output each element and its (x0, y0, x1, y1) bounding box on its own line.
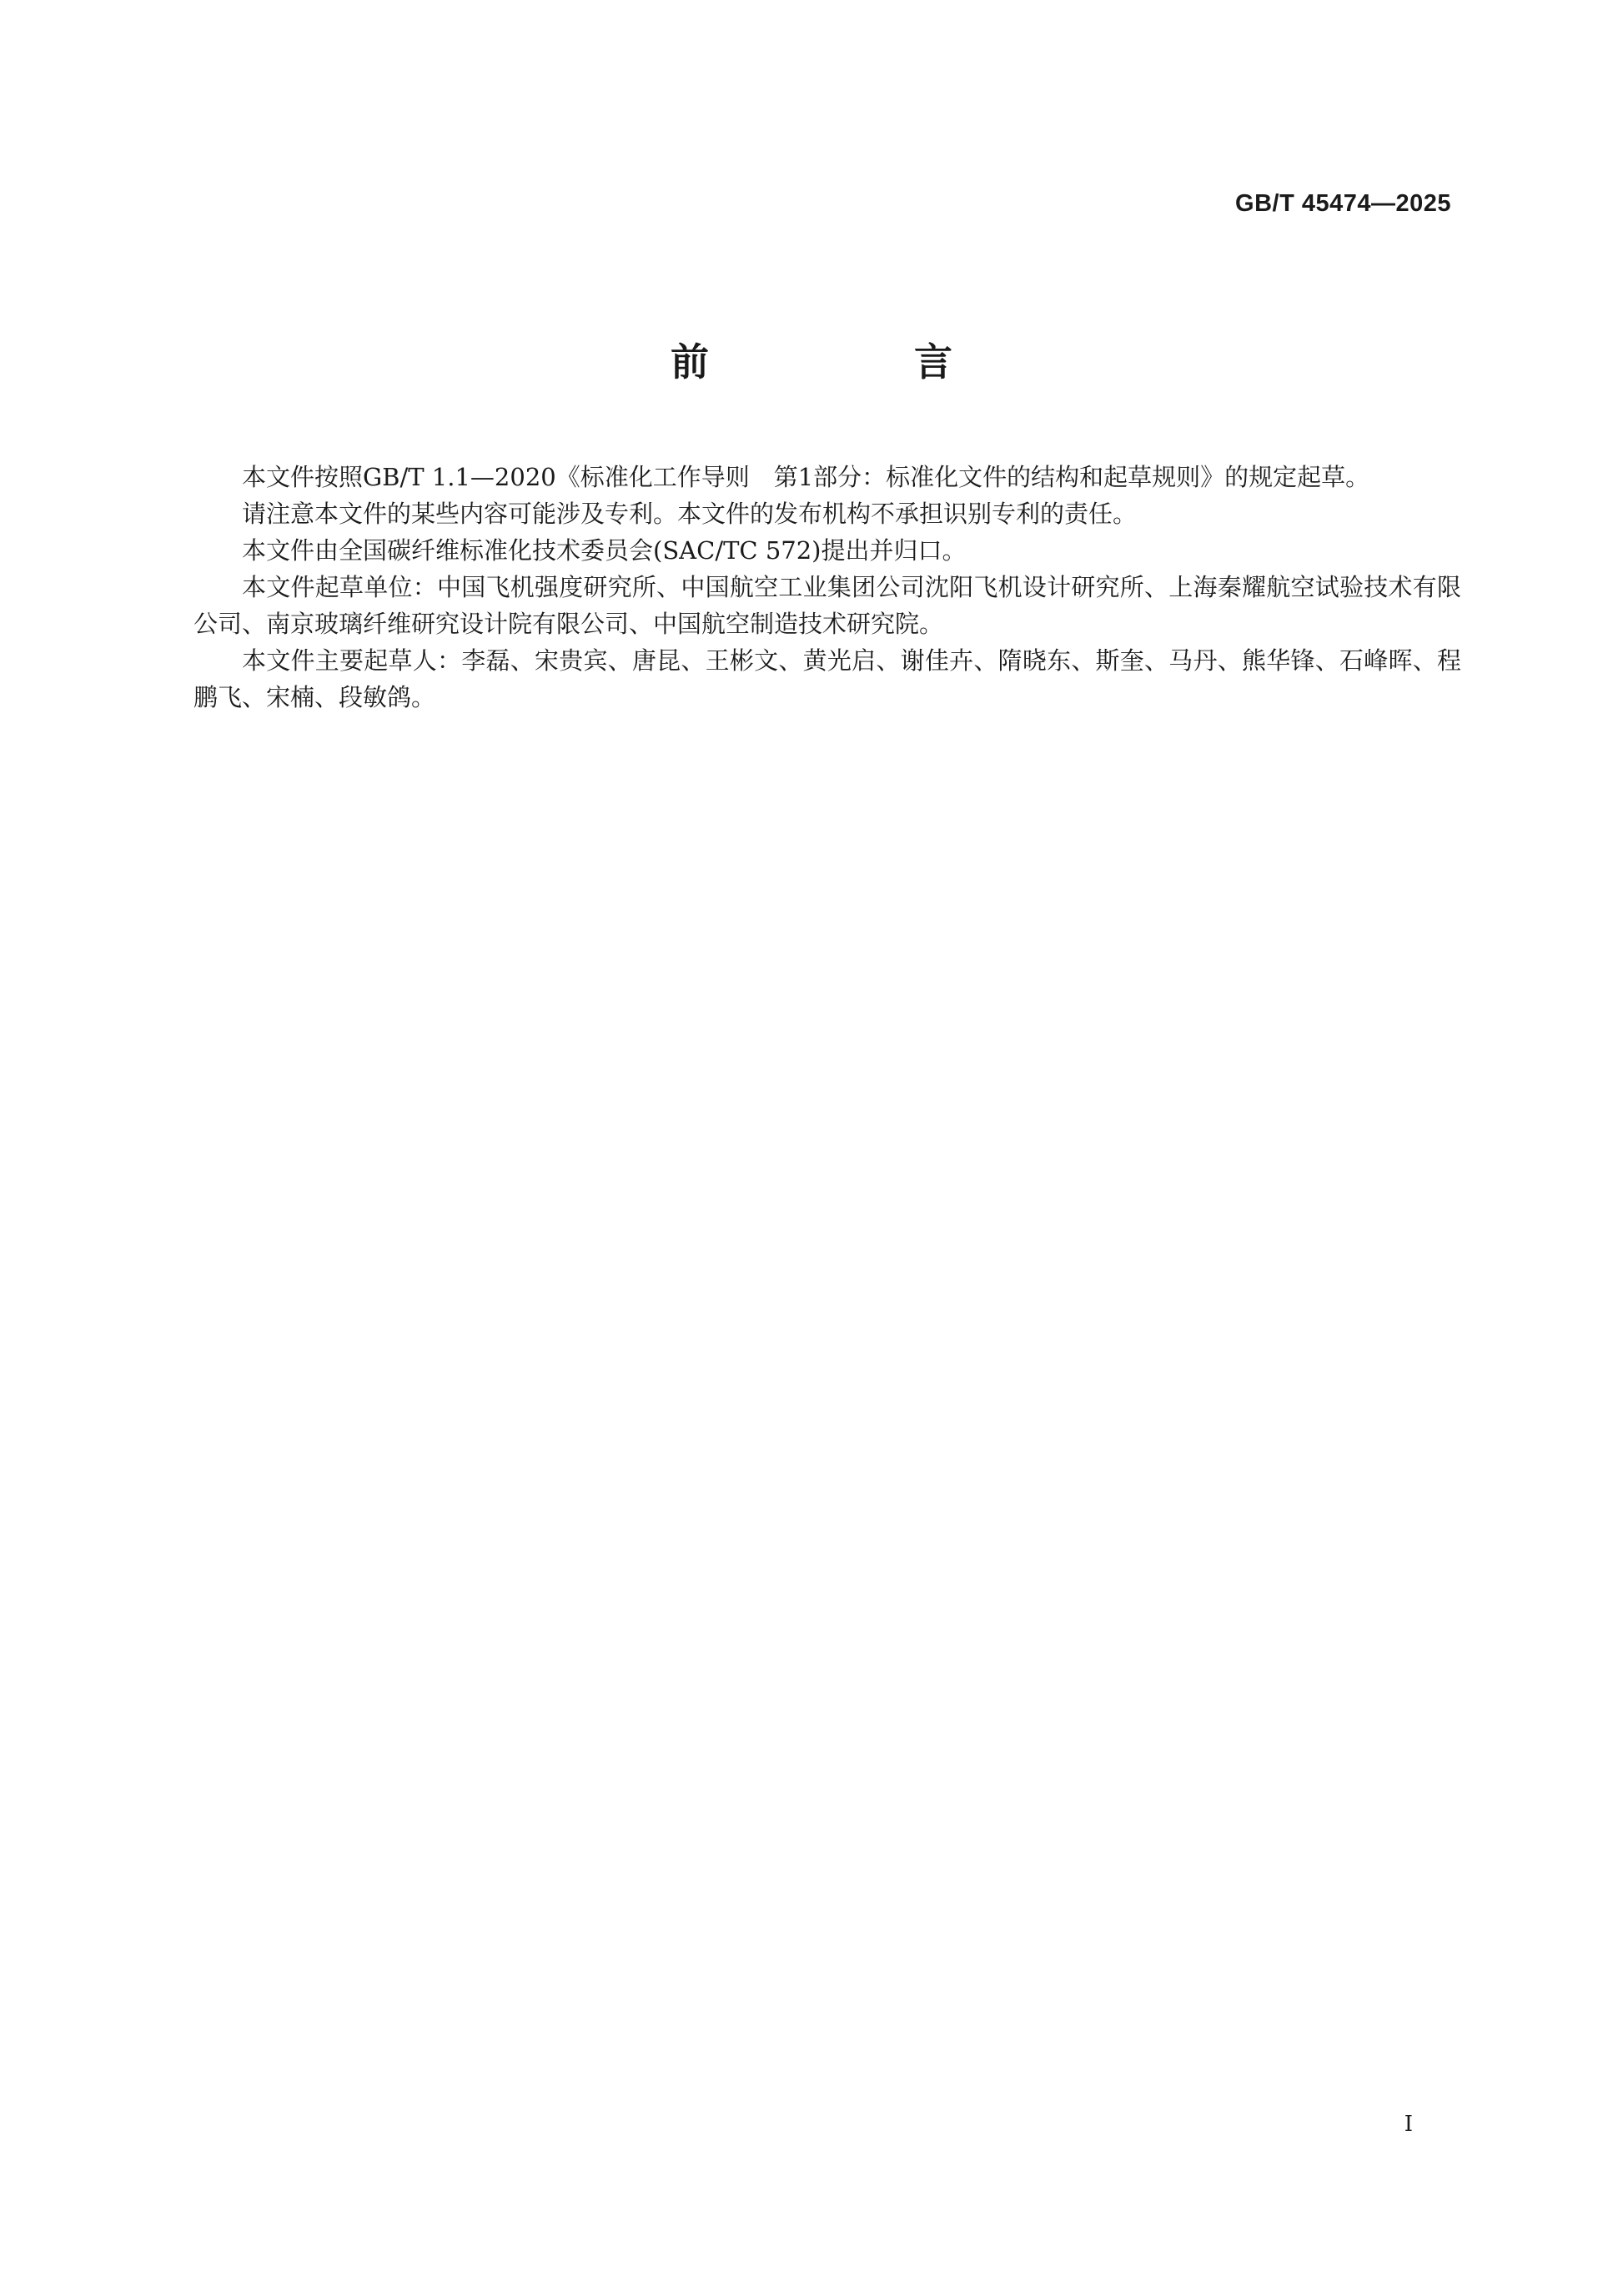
page-number: I (1404, 2112, 1413, 2137)
paragraph-drafters: 本文件主要起草人：李磊、宋贵宾、唐昆、王彬文、黄光启、谢佳卉、隋晓东、斯奎、马丹、熊华锋、石峰晖、程鹏飞、宋楠、段敏鸽。 (193, 646, 1461, 711)
paragraph-patent-notice: 请注意本文件的某些内容可能涉及专利。本文件的发布机构不承担识别专利的责任。 (242, 500, 1138, 528)
foreword-body (193, 459, 1461, 716)
standard-code: GB/T 45474—2025 (1235, 190, 1451, 217)
paragraph-drafting-units: 本文件起草单位：中国飞机强度研究所、中国航空工业集团公司沈阳飞机设计研究所、上海秦耀航空试验技术有限公司、南京玻璃纤维研究设计院有限公司、中国航空制造技术研究院。 (193, 573, 1461, 638)
paragraph-drafting-rules: 本文件按照GB/T 1.1—2020《标准化工作导则 第1部分：标准化文件的结构和起草规则》的规定起草。 (242, 463, 1370, 491)
page-title: 前 言 (671, 339, 1036, 384)
paragraph-proposer: 本文件由全国碳纤维标准化技术委员会(SAC/TC 572)提出并归口。 (242, 536, 967, 565)
